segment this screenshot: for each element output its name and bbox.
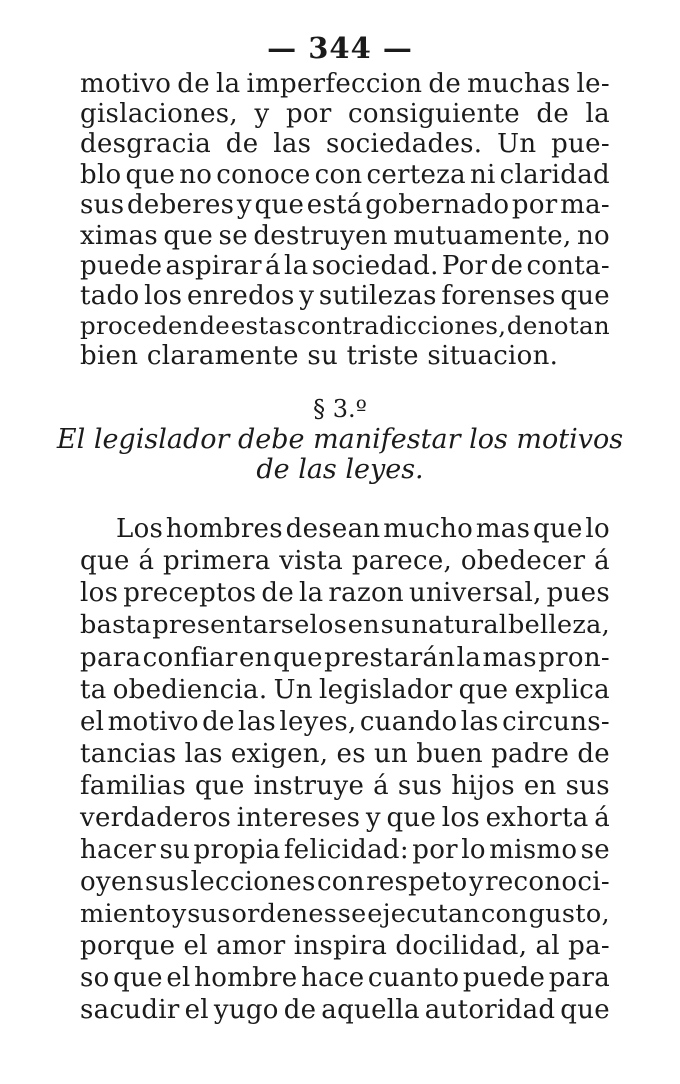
- text-line: gislaciones, y por consiguiente de la: [80, 99, 610, 129]
- text-line: tancias las exigen, es un buen padre de: [80, 739, 610, 769]
- section-heading: El legislador debe manifestar los motivos: [56, 424, 624, 455]
- text-line: ta obediencia. Un legislador que explica: [80, 675, 610, 705]
- text-line: ximas que se destruyen mutuamente, no: [80, 221, 610, 251]
- text-line: miento y sus ordenes se ejecutan con gusto,: [80, 899, 610, 929]
- text-line: sacudir el yugo de aquella autoridad que: [80, 995, 610, 1025]
- text-line: tado los enredos y sutilezas forenses que: [80, 281, 610, 311]
- text-line: hacer su propia felicidad: por lo mismo se: [80, 835, 610, 865]
- text-line: motivo de la imperfeccion de muchas le-: [80, 69, 610, 99]
- page-number: — 344 —: [267, 31, 413, 65]
- text-line: el motivo de las leyes, cuando las circuns-: [80, 707, 610, 737]
- text-line: sus deberes y que está gobernado por ma-: [80, 190, 610, 220]
- section-heading: de las leyes.: [256, 454, 424, 485]
- text-line: para confiar en que prestarán la mas pron-: [80, 643, 610, 673]
- text-line: blo que no conoce con certeza ni claridad: [80, 160, 610, 190]
- text-line: Los hombres desean mucho mas que lo: [116, 514, 610, 544]
- text-line: bien claramente su triste situacion.: [80, 341, 559, 371]
- section-number: § 3.º: [313, 395, 367, 423]
- text-line: proceden de estas contradicciones, denotan: [80, 311, 610, 340]
- text-line: porque el amor inspira docilidad, al pa-: [80, 931, 610, 961]
- text-line: verdaderos intereses y que los exhorta á: [80, 803, 610, 833]
- text-line: oyen sus lecciones con respeto y reconoci-: [80, 867, 610, 897]
- text-line: familias que instruye á sus hijos en sus: [80, 771, 610, 801]
- text-line: desgracia de las sociedades. Un pue-: [80, 129, 610, 159]
- text-line: los preceptos de la razon universal, pues: [80, 578, 610, 608]
- text-line: so que el hombre hace cuanto puede para: [80, 963, 610, 993]
- text-line: que á primera vista parece, obedecer á: [80, 546, 610, 576]
- text-line: basta presentarselos en su natural belleza,: [80, 610, 610, 640]
- text-line: puede aspirar á la sociedad. Por de conta-: [80, 251, 610, 281]
